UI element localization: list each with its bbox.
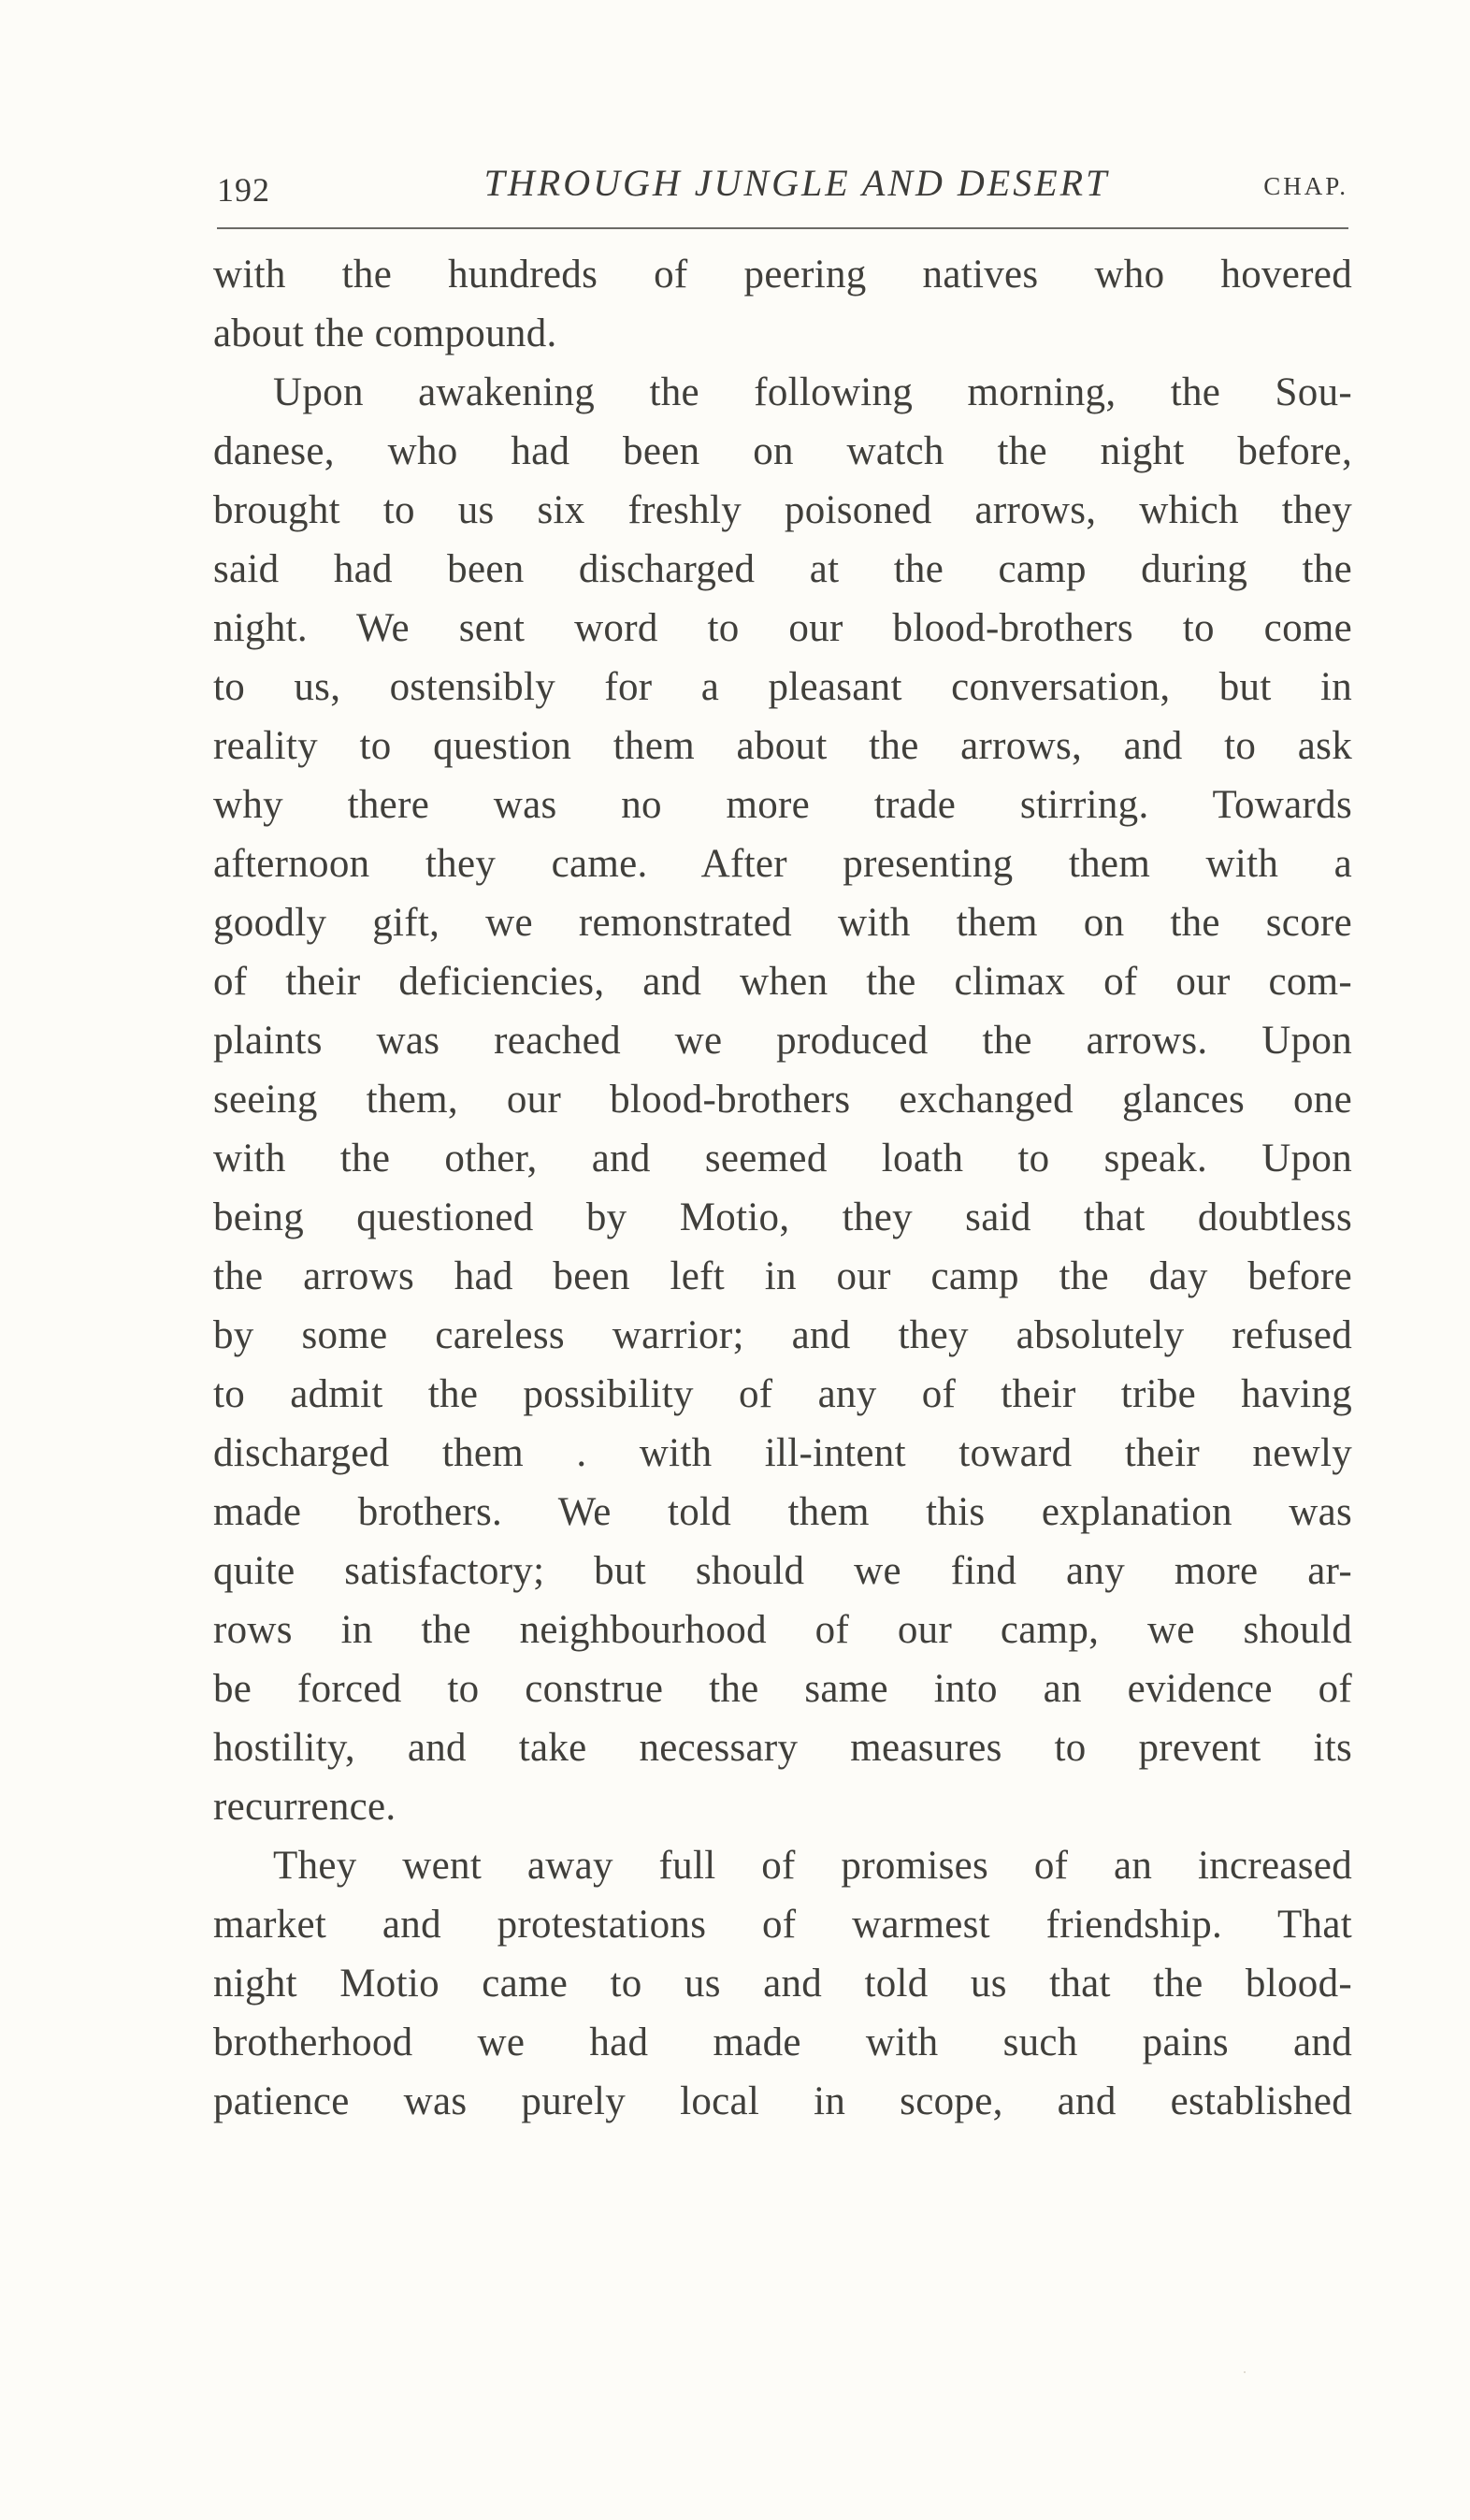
text-line: about the compound.	[213, 311, 557, 355]
text-line: market and protestations of warmest friendship. That	[213, 1903, 1352, 1947]
text-line: seeing them, our blood-brothers exchanged glances one	[213, 1078, 1352, 1122]
text-line: the arrows had been left in our camp the day before	[213, 1254, 1352, 1298]
text-line: hostility, and take necessary measures to prevent its	[213, 1726, 1352, 1770]
text-line: danese, who had been on watch the night before,	[213, 429, 1352, 473]
body-text	[213, 245, 1352, 2131]
text-line: rows in the neighbourhood of our camp, we should	[213, 1608, 1352, 1652]
text-line: said had been discharged at the camp during the	[213, 547, 1352, 591]
text-line: be forced to construe the same into an evidence of	[213, 1667, 1352, 1711]
text-line: They went away full of promises of an increased	[273, 1844, 1352, 1888]
text-line: brought to us six freshly poisoned arrows, which they	[213, 488, 1352, 532]
text-line: to us, ostensibly for a pleasant conversation, but in	[213, 665, 1352, 709]
text-line: goodly gift, we remonstrated with them on the score	[213, 901, 1352, 945]
running-header	[217, 161, 1348, 217]
text-line: being questioned by Motio, they said that doubtless	[213, 1195, 1352, 1239]
text-line: night. We sent word to our blood-brothers to come	[213, 606, 1352, 650]
paper-speck	[1244, 2371, 1246, 2373]
text-line: quite satisfactory; but should we find any more ar-	[213, 1549, 1352, 1593]
text-line: recurrence.	[213, 1785, 396, 1829]
text-line: to admit the possibility of any of their tribe having	[213, 1372, 1352, 1416]
text-line: with the hundreds of peering natives who hovered	[213, 253, 1352, 297]
text-line: why there was no more trade stirring. Towards	[213, 783, 1352, 827]
running-title: THROUGH JUNGLE AND DESERT	[483, 162, 1110, 204]
page-number: 192	[217, 171, 270, 209]
text-line: brotherhood we had made with such pains and	[213, 2020, 1352, 2064]
text-line: of their deficiencies, and when the climax of our com-	[213, 960, 1352, 1004]
text-line: discharged them . with ill-intent toward their newly	[213, 1431, 1352, 1475]
text-line: with the other, and seemed loath to speak. Upon	[213, 1137, 1352, 1180]
text-line: reality to question them about the arrows, and to ask	[213, 724, 1352, 768]
text-line: afternoon they came. After presenting them with a	[213, 842, 1352, 886]
text-line: by some careless warrior; and they absolutely refused	[213, 1313, 1352, 1357]
chapter-label: CHAP.	[1263, 172, 1348, 200]
text-line: night Motio came to us and told us that the blood-	[213, 1962, 1352, 2006]
text-line: patience was purely local in scope, and established	[213, 2079, 1352, 2123]
text-line: made brothers. We told them this explanation was	[213, 1490, 1352, 1534]
text-line: Upon awakening the following morning, the Sou-	[273, 370, 1352, 414]
text-line: plaints was reached we produced the arrows. Upon	[213, 1019, 1352, 1063]
header-rule	[217, 227, 1348, 229]
